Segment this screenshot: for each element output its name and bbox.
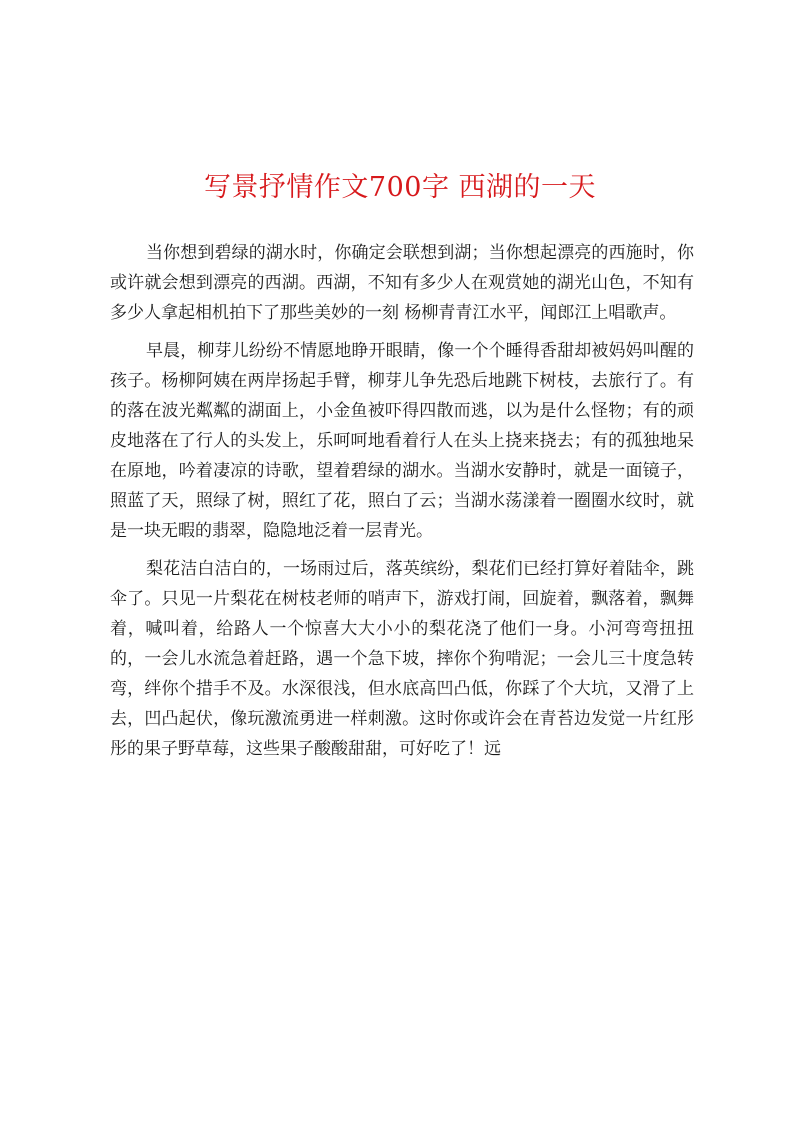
paragraph-3: 梨花洁白洁白的，一场雨过后，落英缤纷，梨花们已经打算好着陆伞，跳伞了。只见一片梨花在树枝老师的哨声下，游戏打闹，回旋着，飘落着，飘舞着，喊叫着，给路人一个惊喜大大小小的梨花浇了他们一身。小河弯弯扭扭的，一会儿水流急着赶路，遇一个急下坡，摔你个狗啃泥；一会儿三十度急转弯，绊你个措手不及。水深很浅，但水底高凹凸低，你踩了个大坑，又滑了上去，凹凸起伏，像玩激流勇进一样刺激。这时你或许会在青苔边发觉一片红彤彤的果子野草莓，这些果子酸酸甜甜，可好吃了！远 <box>110 559 694 759</box>
page-title: 写景抒情作文700字 西湖的一天 <box>203 172 597 203</box>
paragraph-1: 当你想到碧绿的湖水时，你确定会联想到湖；当你想起漂亮的西施时，你或许就会想到漂亮的西湖。西湖，不知有多少人在观赏她的湖光山色，不知有多少人拿起相机拍下了那些美妙的一刻 杨柳青青江水平，闻郎江上唱歌声。 <box>110 243 694 323</box>
article-body <box>110 238 694 772</box>
paragraph-2: 早晨，柳芽儿纷纷不情愿地睁开眼睛，像一个个睡得香甜却被妈妈叫醒的孩子。杨柳阿姨在两岸扬起手臂，柳芽儿争先恐后地跳下树枝，去旅行了。有的落在波光粼粼的湖面上，小金鱼被吓得四散而逃，以为是什么怪物；有的顽皮地落在了行人的头发上，乐呵呵地看着行人在头上挠来挠去；有的孤独地呆在原地，吟着凄凉的诗歌，望着碧绿的湖水。当湖水安静时，就是一面镜子，照蓝了天，照绿了树，照红了花，照白了云；当湖水荡漾着一圈圈水纹时，就是一块无暇的翡翠，隐隐地泛着一层青光。 <box>110 341 694 541</box>
